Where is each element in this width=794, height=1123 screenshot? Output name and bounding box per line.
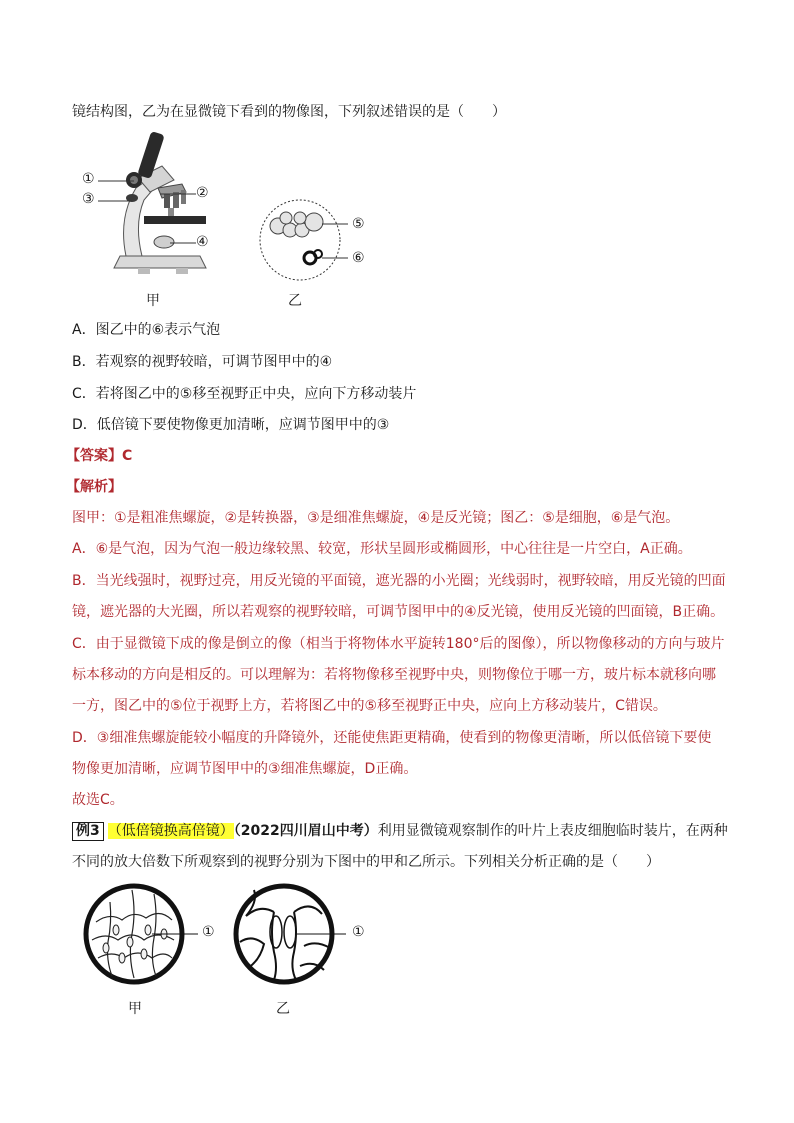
option-c: C．若将图乙中的⑤移至视野正中央，应向下方移动装片 bbox=[72, 386, 417, 402]
label-n3: ③ bbox=[82, 191, 95, 207]
label-n6: ⑥ bbox=[352, 250, 365, 266]
analysis-line-4: 镜，遮光器的大光圈，所以若观察的视野较暗，可调节图甲中的④反光镜，使用反光镜的凹面镜，B正确。 bbox=[72, 604, 725, 620]
analysis-line-5: C．由于显微镜下成的像是倒立的像（相当于将物体水平旋转180°后的图像），所以物像移动的方向与玻片 bbox=[72, 636, 725, 652]
example3-line-1 bbox=[72, 821, 728, 841]
leader-line-1 bbox=[98, 180, 138, 184]
analysis-line-3: B．当光线强时，视野过亮，用反光镜的平面镜，遮光器的小光圈；光线弱时，视野较暗，用反光镜的凹面 bbox=[72, 573, 726, 589]
label-n5: ⑤ bbox=[352, 216, 365, 232]
analysis-conclusion: 故选C。 bbox=[72, 792, 124, 808]
label-n2: ② bbox=[196, 185, 209, 201]
example3-line-2: 不同的放大倍数下所观察到的视野分别为下图中的甲和乙所示。下列相关分析正确的是（ ） bbox=[72, 854, 660, 870]
ex3-caption-jia: 甲 bbox=[128, 1001, 142, 1017]
caption-yi: 乙 bbox=[288, 293, 302, 309]
analysis-line-7: 一方，图乙中的⑤位于视野上方，若将图乙中的⑤移至视野正中央，应向上方移动装片，C错误。 bbox=[72, 698, 667, 714]
analysis-line-9: 物像更加清晰，应调节图甲中的③细准焦螺旋，D正确。 bbox=[72, 761, 418, 777]
example-source: （2022四川眉山中考） bbox=[233, 823, 378, 839]
high-power-view-figure bbox=[230, 882, 370, 992]
example-topic: （低倍镜换高倍镜） bbox=[107, 823, 234, 839]
ex3-label-n1-jia: ① bbox=[202, 924, 215, 940]
option-b: B．若观察的视野较暗，可调节图甲中的④ bbox=[72, 354, 333, 370]
leader-line-4 bbox=[170, 242, 200, 246]
view-field-figure bbox=[256, 196, 376, 286]
leader-line-2 bbox=[160, 193, 200, 197]
answer-line bbox=[66, 446, 132, 466]
question-stem: 镜结构图，乙为在显微镜下看到的物像图，下列叙述错误的是（ ） bbox=[72, 104, 506, 120]
example-tag: 例3 bbox=[72, 822, 104, 841]
label-n4: ④ bbox=[196, 234, 209, 250]
analysis-line-6: 标本移动的方向是相反的。可以理解为：若将物像移至视野中央，则物像位于哪一方，玻片标本就移向哪 bbox=[72, 667, 716, 683]
caption-jia: 甲 bbox=[146, 293, 160, 309]
leader-line-3 bbox=[98, 200, 138, 204]
option-d: D．低倍镜下要使物像更加清晰，应调节图甲中的③ bbox=[72, 417, 390, 433]
label-n1: ① bbox=[82, 171, 95, 187]
analysis-line-8: D．③细准焦螺旋能较小幅度的升降镜外，还能使焦距更精确，使看到的物像更清晰，所以低倍镜下要使 bbox=[72, 730, 712, 746]
answer-label: 【答案】 bbox=[66, 448, 122, 464]
analysis-line-2: A．⑥是气泡，因为气泡一般边缘较黑、较宽，形状呈圆形或椭圆形，中心往往是一片空白，A正确。 bbox=[72, 541, 692, 557]
ex3-caption-yi: 乙 bbox=[276, 1001, 290, 1017]
analysis-line-1: 图甲：①是粗准焦螺旋，②是转换器，③是细准焦螺旋，④是反光镜；图乙：⑤是细胞，⑥是气泡。 bbox=[72, 510, 680, 526]
low-power-view-figure bbox=[82, 882, 222, 992]
analysis-label: 【解析】 bbox=[66, 479, 122, 495]
example-text-1: 利用显微镜观察制作的叶片上表皮细胞临时装片，在两种 bbox=[377, 823, 728, 839]
answer-value: C bbox=[122, 448, 133, 464]
option-a: A．图乙中的⑥表示气泡 bbox=[72, 322, 221, 338]
ex3-label-n1-yi: ① bbox=[352, 924, 365, 940]
